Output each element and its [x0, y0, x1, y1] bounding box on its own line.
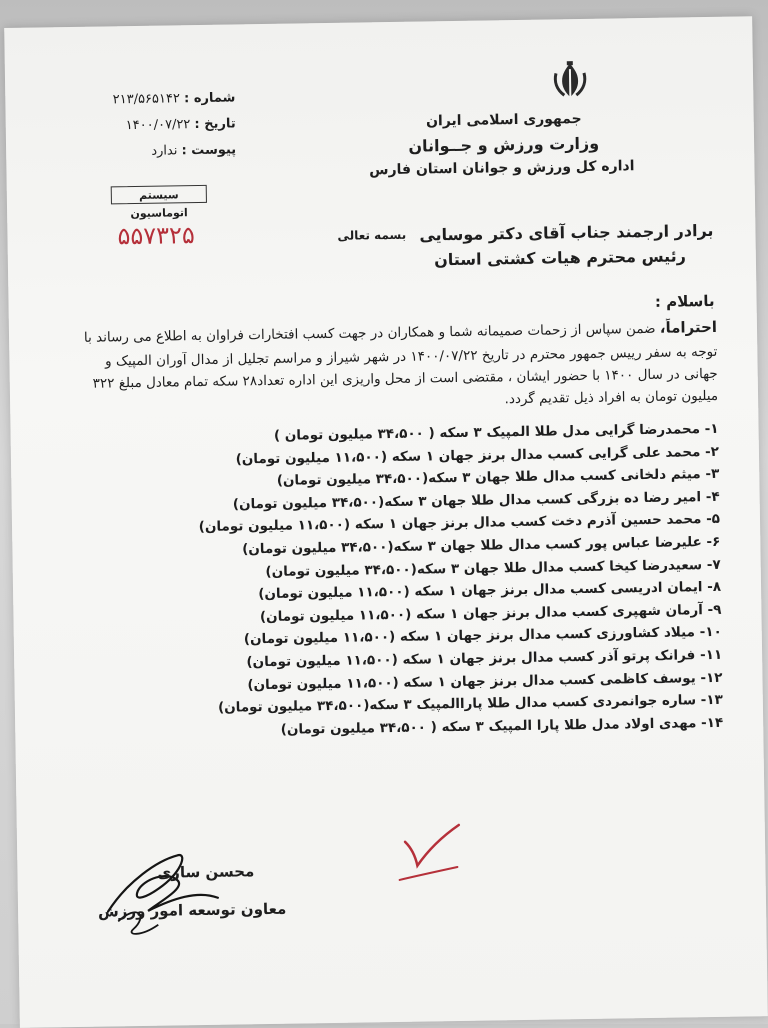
handwritten-signature-icon [77, 839, 259, 952]
body-line-2: توجه به سفر رییس جمهور محترم در تاریخ ۱۴۰۰/۰۷/۲۲ در شهر شیراز و مراسم تجلیل از مدال آوران المپیک و [104, 343, 718, 370]
list-item: ۱۰- میلاد کشاورزی کسب مدال برنز جهان ۱ سکه (۱۱،۵۰۰ میلیون تومان) [243, 624, 722, 648]
list-item: ۱- محمدرضا گرایی مدل طلا المپیک ۳ سکه ( ۳۴،۵۰۰ میلیون تومان ) [273, 420, 719, 444]
bismillah: بسمه تعالی [337, 227, 407, 243]
header-country: جمهوری اسلامی ایران [425, 110, 582, 130]
list-item: ۱۴- مهدی اولاد مدل طلا پارا المپیک ۳ سکه ( ۳۴،۵۰۰ میلیون تومان) [280, 714, 724, 738]
body-line-1 [37, 318, 717, 347]
body-line-4: میلیون تومان به افراد ذیل تقدیم گردد. [504, 387, 719, 408]
number-value: ۲۱۳/۵۶۵۱۴۲ [112, 91, 181, 108]
letter-date [86, 116, 236, 133]
header-ministry: وزارت ورزش و جــوانان [408, 133, 600, 156]
list-item: ۱۳- ساره جوانمردی کسب مدال طلا پاراالمپیک ۳ سکه(۳۴،۵۰۰ میلیون تومان) [217, 691, 723, 716]
body-line-1-text: ضمن سپاس از زحمات صمیمانه شما و همکاران در جهت کسب افتخارات فراوان به اطلاع می رساند با [83, 320, 656, 346]
list-item: ۸- ایمان ادریسی کسب مدال برنز جهان ۱ سکه (۱۱،۵۰۰ میلیون تومان) [258, 578, 722, 603]
list-item: ۲- محمد علی گرایی کسب مدال برنز جهان ۱ سکه (۱۱،۵۰۰ میلیون تومان) [235, 443, 720, 468]
letter-number [85, 90, 235, 107]
iran-emblem-icon [546, 57, 595, 106]
list-item: ۱۲- یوسف کاظمی کسب مدال برنز جهان ۱ سکه (۱۱،۵۰۰ میلیون تومان) [247, 669, 723, 693]
automation-stamp: سیستم اتوماسیون [111, 185, 207, 205]
recipients-list [159, 421, 724, 746]
list-item: ۵- محمد حسین آذرم دخت کسب مدال برنز جهان ۱ سکه (۱۱،۵۰۰ میلیون تومان) [198, 511, 721, 536]
signer-title: معاون توسعه امور ورزش [97, 899, 287, 921]
greeting: باسلام : [654, 291, 715, 311]
list-item: ۱۱- فرانک پرتو آذر کسب مدال برنز جهان ۱ سکه (۱۱،۵۰۰ میلیون تومان) [246, 646, 723, 671]
attachment-value: ندارد [151, 143, 178, 159]
attachment-label: پیوست : [181, 142, 237, 159]
signer-name: محسن ساری [157, 862, 255, 882]
list-item: ۳- میثم دلخانی کسب مدال طلا جهان ۳ سکه(۳۴،۵۰۰ میلیون تومان) [276, 466, 720, 489]
list-item: ۶- علیرضا عباس پور کسب مدال طلا جهان ۳ سکه(۳۴،۵۰۰ میلیون تومان) [242, 533, 721, 558]
list-item: ۷- سعیدرضا کیخا کسب مدال طلا جهان ۳ سکه(۳۴،۵۰۰ میلیون تومان) [265, 556, 721, 580]
registration-number: ۵۵۷۳۲۵ [117, 221, 196, 251]
number-label: شماره : [183, 90, 236, 107]
body-line-3: جهانی در سال ۱۴۰۰ با حضور ایشان ، مقتضی است از محل واریزی این اداره تعداد۲۸ سکه تمام معادل مبلغ ۳۲۲ [92, 365, 718, 392]
date-value: ۱۴۰۰/۰۷/۲۲ [125, 117, 191, 134]
list-item: ۴- امیر رضا ده بزرگی کسب مدال طلا جهان ۳ سکه(۳۴،۵۰۰ میلیون تومان) [232, 488, 720, 513]
list-item: ۹- آرمان شهپری کسب مدال برنز جهان ۱ سکه (۱۱،۵۰۰ میلیون تومان) [259, 601, 722, 625]
body-lead: احتراماً، [659, 317, 718, 337]
letter-page [4, 16, 768, 1028]
letter-attachment [86, 142, 236, 159]
red-checkmark-icon [397, 821, 468, 892]
recipient-line-2: رئیس محترم هیات کشتی استان [434, 246, 687, 270]
date-label: تاریخ : [194, 116, 236, 133]
header-office: اداره کل ورزش و جوانان استان فارس [369, 158, 635, 179]
recipient-line-1: برادر ارجمند جناب آقای دکتر موسایی [419, 220, 714, 245]
